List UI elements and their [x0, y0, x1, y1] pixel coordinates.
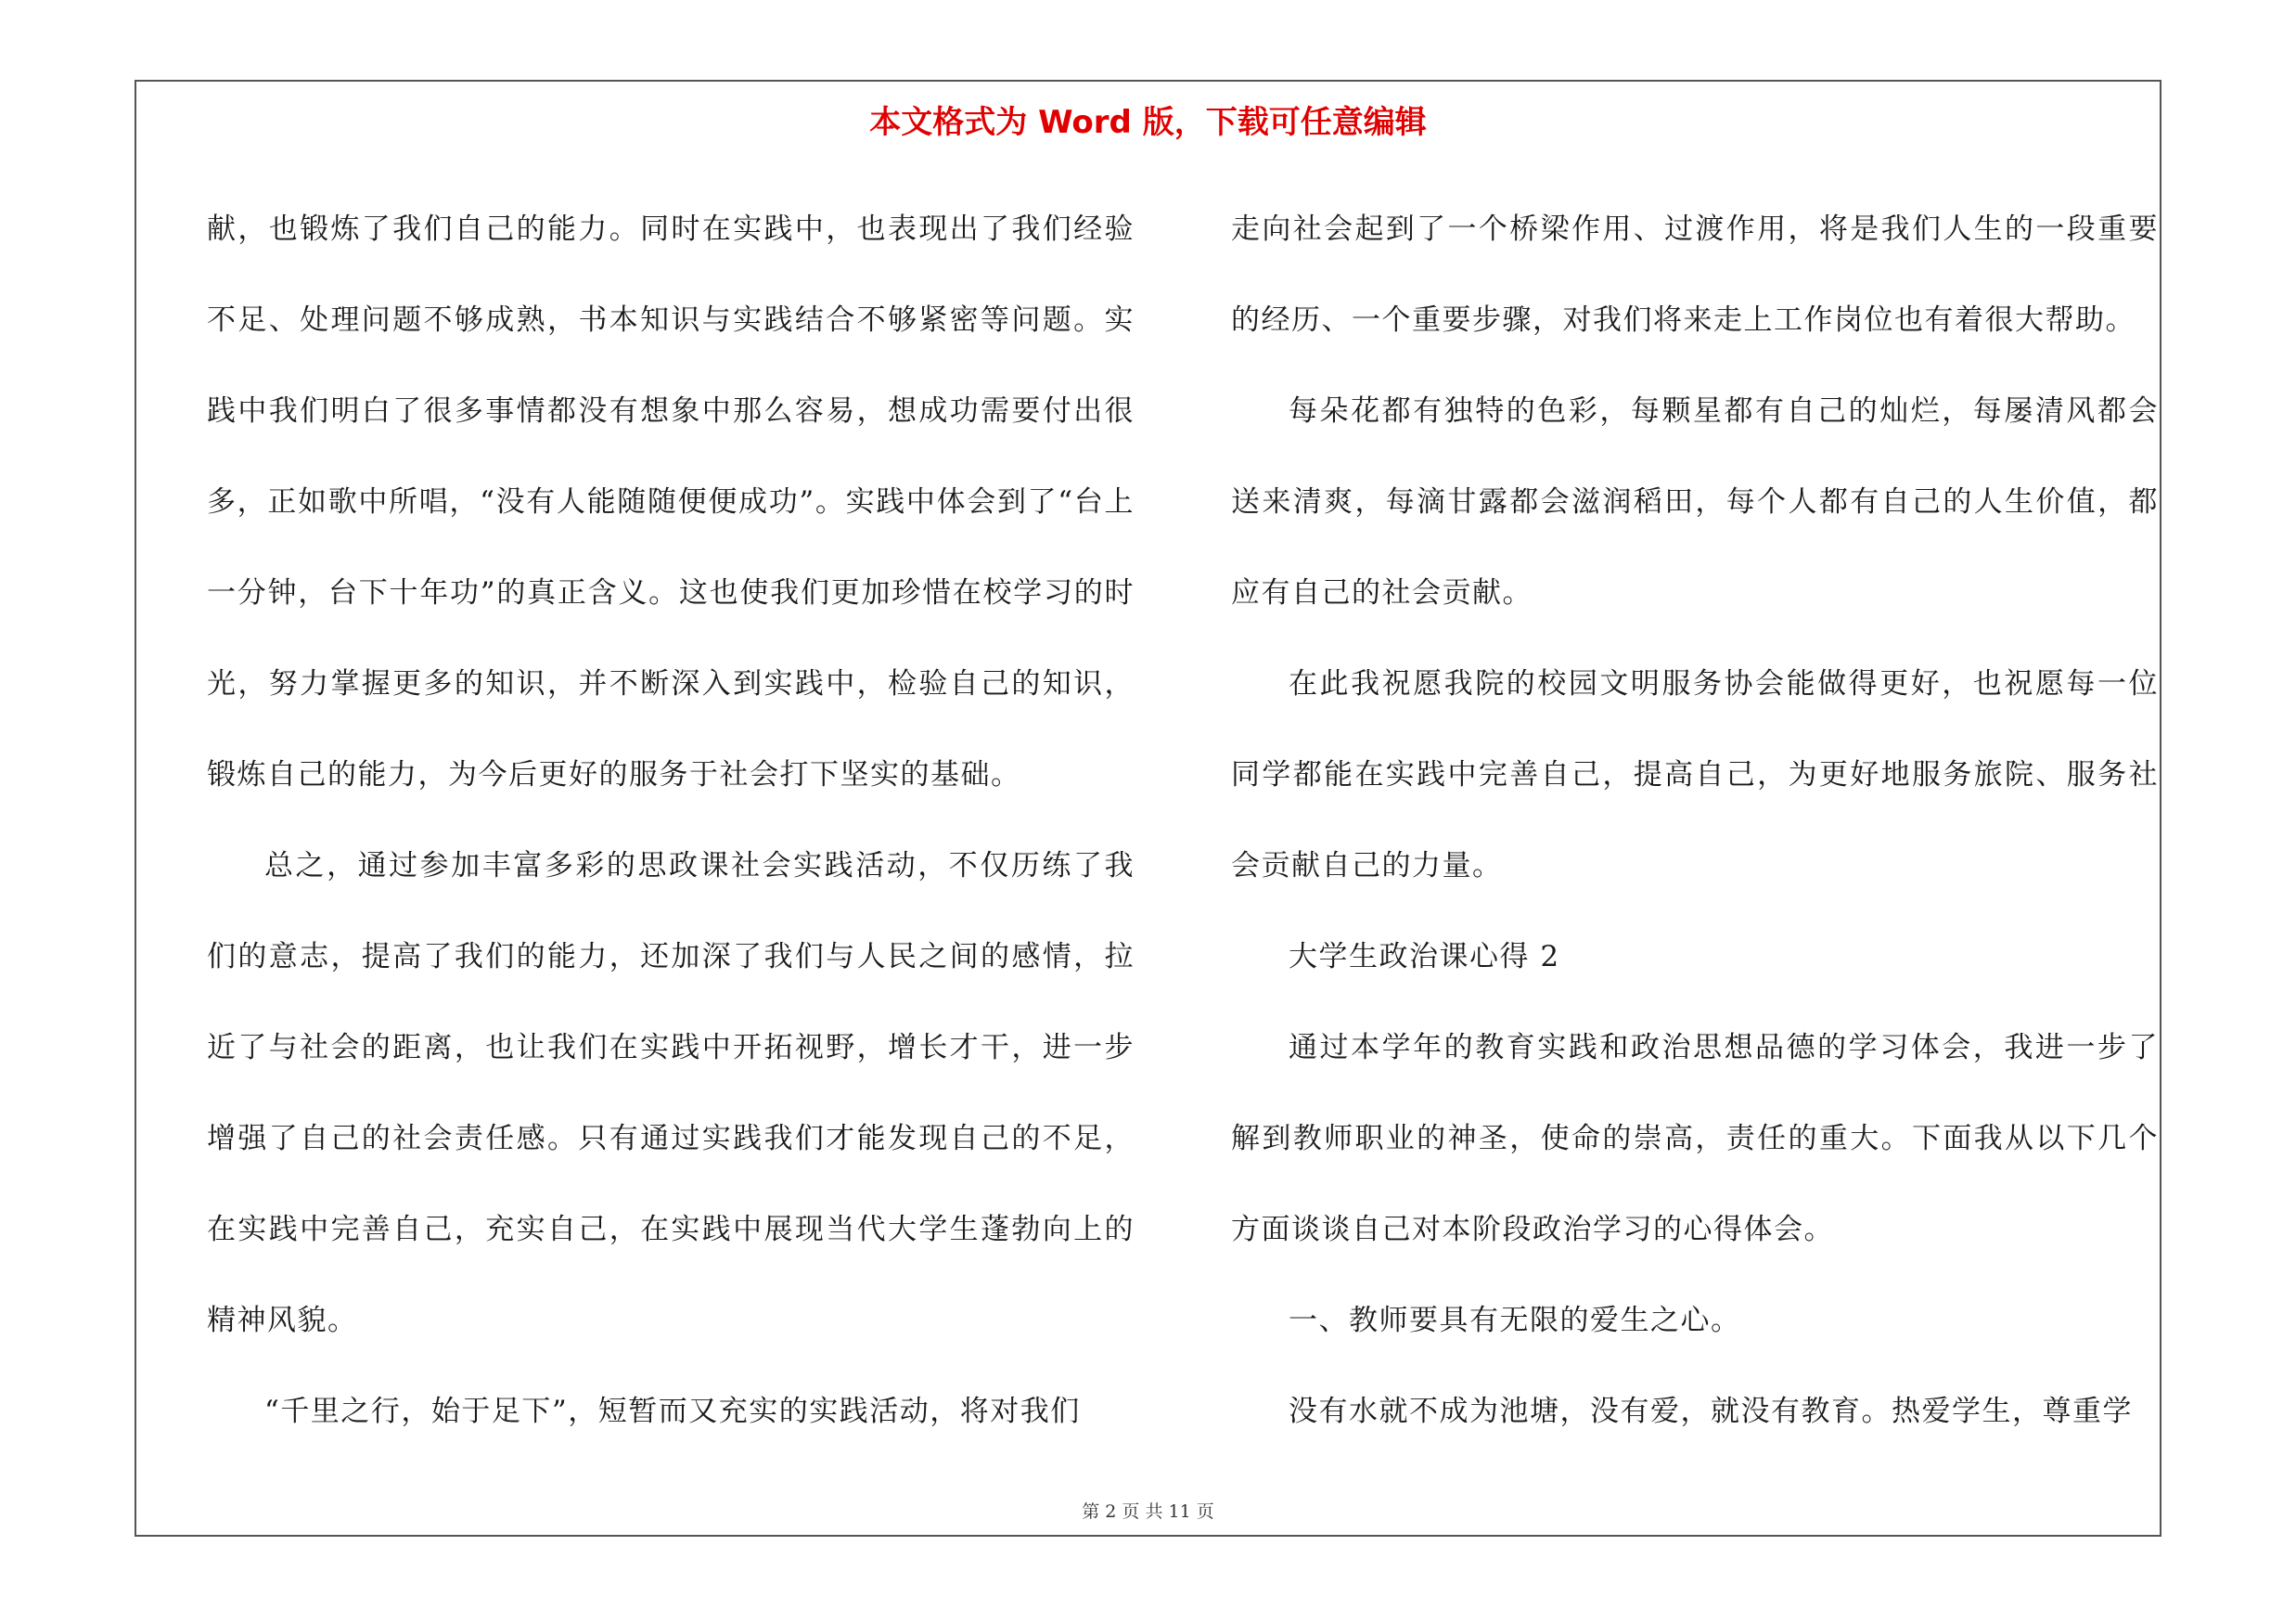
format-notice-text: 本文格式为 Word 版，下载可任意编辑 [869, 104, 1427, 141]
subsection-heading: 一、教师要具有无限的爱生之心。 [1289, 1304, 1741, 1337]
paragraph: “千里之行，始于足下”，短暂而又充实的实践活动，将对我们 [264, 1395, 1081, 1428]
right-text-column [1231, 184, 2159, 1457]
paragraph: 总之，通过参加丰富多彩的思政课社会实践活动，不仅历练了我们的意志，提高了我们的能力，还加深了我们与人民之间的感情，拉近了与社会的距离，也让我们在实践中开拓视野，增长才干，进一步增强了自己的社会责任感。只有通过实践我们才能发现自己的不足，在实践中完善自己，充实自己，在实践中展现当代大学生蓬勃向上的精神风貌。 [207, 849, 1135, 1337]
paragraph: 没有水就不成为池塘，没有爱，就没有教育。热爱学生，尊重学 [1289, 1395, 2133, 1428]
paragraph: 走向社会起到了一个桥梁作用、过渡作用，将是我们人生的一段重要的经历、一个重要步骤，对我们将来走上工作岗位也有着很大帮助。 [1231, 213, 2159, 337]
total-page-count: 11 [1168, 1501, 1191, 1522]
page-number-footer [136, 1498, 2160, 1526]
left-text-column [207, 184, 1135, 1457]
page-label-before: 第 [1082, 1501, 1100, 1522]
paragraph: 在此我祝愿我院的校园文明服务协会能做得更好，也祝愿每一位同学都能在实践中完善自己，提高自己，为更好地服务旅院、服务社会贡献自己的力量。 [1231, 667, 2159, 882]
page-label-middle: 页 共 [1122, 1501, 1163, 1522]
format-notice-banner [136, 95, 2160, 150]
section-heading: 大学生政治课心得 2 [1289, 940, 1560, 973]
paragraph: 每朵花都有独特的色彩，每颗星都有自己的灿烂，每屡清风都会送来清爽，每滴甘露都会滋润稻田，每个人都有自己的人生价值，都应有自己的社会贡献。 [1231, 394, 2159, 610]
paragraph: 通过本学年的教育实践和政治思想品德的学习体会，我进一步了解到教师职业的神圣，使命的崇高，责任的重大。下面我从以下几个方面谈谈自己对本阶段政治学习的心得体会。 [1231, 1031, 2159, 1246]
document-page [135, 80, 2161, 1537]
current-page-number: 2 [1105, 1501, 1117, 1522]
paragraph: 献，也锻炼了我们自己的能力。同时在实践中，也表现出了我们经验不足、处理问题不够成熟，书本知识与实践结合不够紧密等问题。实践中我们明白了很多事情都没有想象中那么容易，想成功需要付出很多，正如歌中所唱，“没有人能随随便便成功”。实践中体会到了“台上一分钟，台下十年功”的真正含义。这也使我们更加珍惜在校学习的时光，努力掌握更多的知识，并不断深入到实践中，检验自己的知识，锻炼自己的能力，为今后更好的服务于社会打下坚实的基础。 [207, 213, 1135, 792]
page-label-after: 页 [1196, 1501, 1214, 1522]
